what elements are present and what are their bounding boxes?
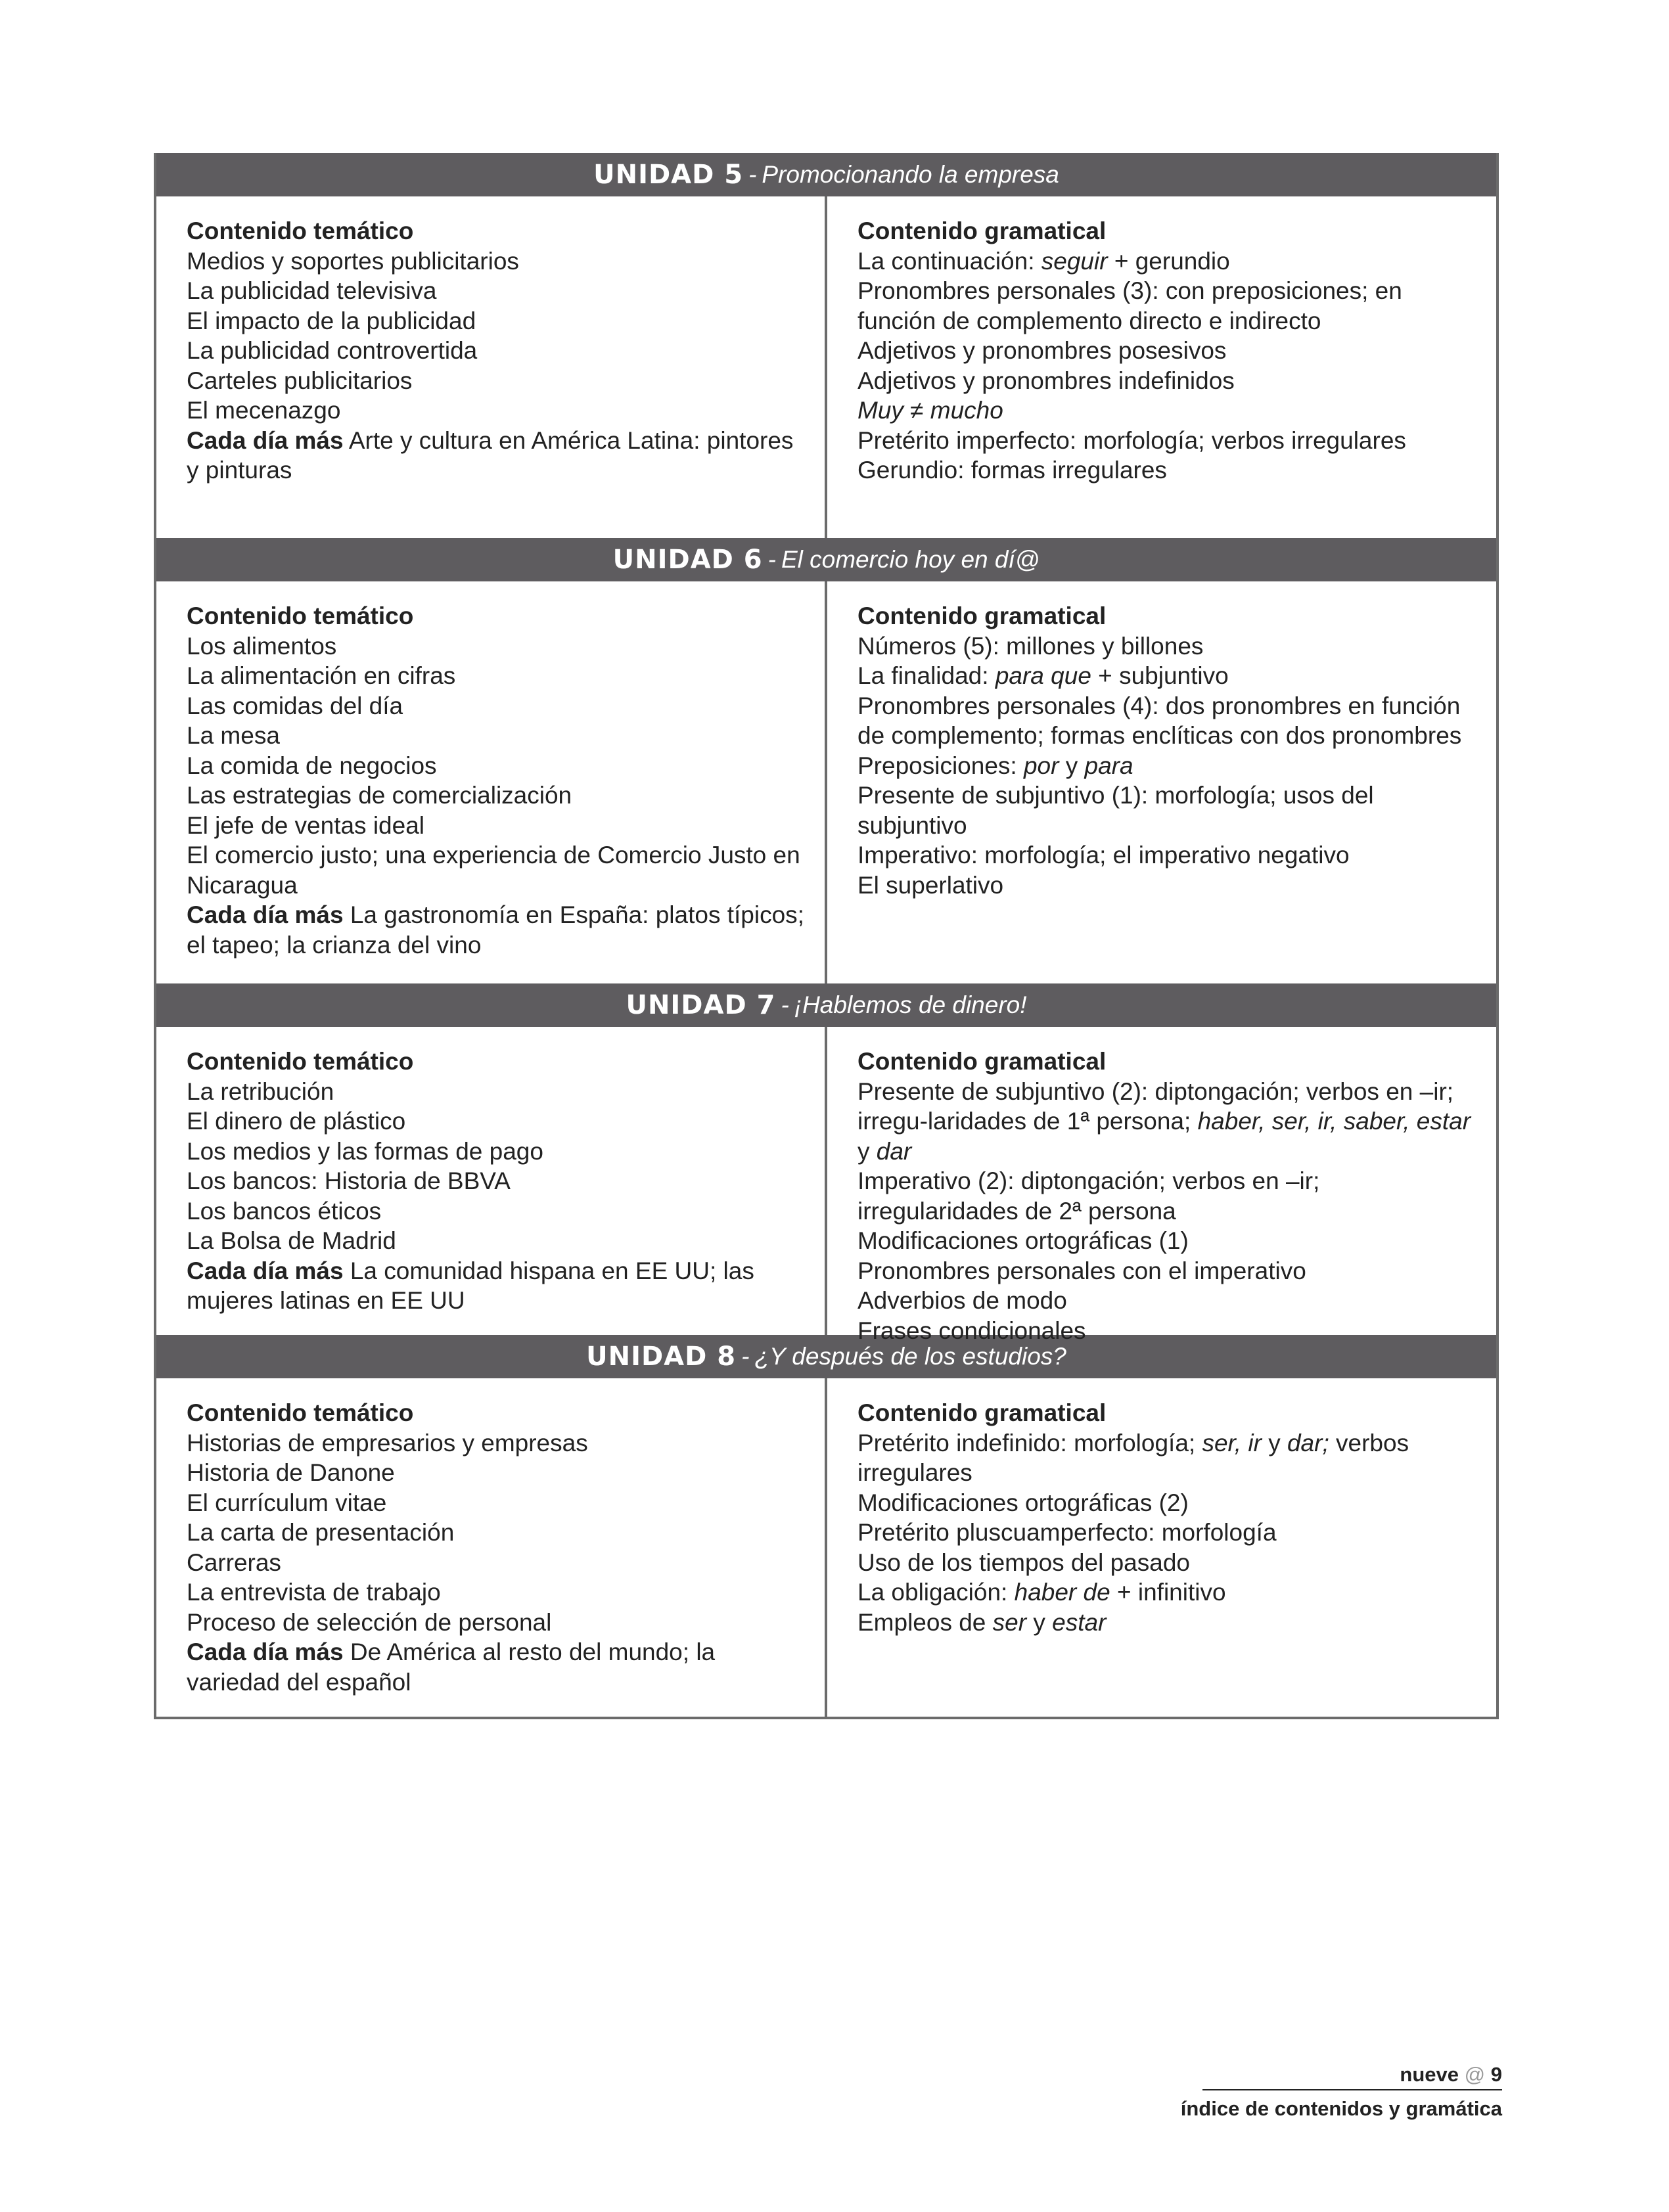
unit-header — [156, 983, 1496, 1027]
unit-subtitle: El comercio hoy en dí@ — [781, 546, 1040, 573]
grammar-item — [857, 426, 1483, 456]
topic-item: Carreras — [187, 1548, 281, 1576]
topic-item: La comida de negocios — [187, 752, 437, 779]
cada-dia-mas-text: La comunidad hispana en EE UU; las mujeres latinas en EE UU — [187, 1257, 754, 1314]
grammar-item — [857, 246, 1483, 277]
grammar-item-part: Pretérito pluscuamperfecto: morfología — [857, 1519, 1277, 1546]
topic-item: Proceso de selección de personal — [187, 1608, 552, 1636]
unit-header — [156, 153, 1496, 196]
page-footer — [1181, 2063, 1502, 2121]
grammar-item-part: para — [1084, 752, 1133, 779]
cada-dia-mas-item — [187, 1637, 812, 1697]
topic-item: Historia de Danone — [187, 1459, 395, 1486]
section-title: índice de contenidos y gramática — [1180, 2097, 1502, 2120]
grammar-item — [857, 366, 1483, 396]
topic-item: Carteles publicitarios — [187, 367, 413, 394]
grammar-item-part: y — [1261, 1429, 1287, 1456]
topic-item: Historias de empresarios y empresas — [187, 1429, 588, 1456]
topic-item: Medios y soportes publicitarios — [187, 247, 519, 275]
cada-dia-mas-label: Cada día más — [187, 901, 344, 928]
topic-item: La entrevista de trabajo — [187, 1579, 441, 1606]
column-heading: Contenido gramatical — [857, 217, 1107, 244]
grammar-item — [857, 780, 1483, 840]
unit-subtitle: ¡Hablemos de dinero! — [794, 991, 1027, 1018]
thematic-content — [156, 1027, 827, 1335]
at-symbol: @ — [1464, 2063, 1486, 2086]
grammar-item — [857, 1286, 1483, 1316]
topic-item: El jefe de ventas ideal — [187, 811, 425, 839]
page-number-line — [1202, 2063, 1502, 2090]
grammar-item-part: Gerundio: formas irregulares — [857, 457, 1167, 484]
topic-item: La mesa — [187, 722, 280, 749]
grammar-item-part: Empleos de — [857, 1608, 993, 1636]
topic-item: La retribución — [187, 1077, 334, 1105]
grammar-item-part: verbos irregulares — [857, 1429, 1409, 1486]
topic-item: Las comidas del día — [187, 692, 403, 719]
grammar-item-part: dar — [876, 1137, 912, 1165]
grammar-item — [857, 455, 1483, 485]
grammar-item-part: Pronombres personales (3): con preposiciones; en función de complemento directo e indirecto — [857, 277, 1402, 334]
grammar-item-part: ser, ir — [1202, 1429, 1262, 1456]
grammar-item-part: haber, ser, ir, saber, estar — [1197, 1108, 1471, 1135]
grammar-item-part: haber de — [1014, 1579, 1110, 1606]
grammar-item-part: Números (5): millones y billones — [857, 632, 1204, 660]
grammar-item-part: Adjetivos y pronombres indefinidos — [857, 367, 1235, 394]
separator: - — [741, 1343, 750, 1370]
grammar-item-part: Uso de los tiempos del pasado — [857, 1548, 1190, 1576]
cada-dia-mas-label: Cada día más — [187, 426, 344, 454]
unit-6 — [156, 538, 1496, 983]
grammar-item — [857, 336, 1483, 366]
cada-dia-mas-text: La gastronomía en España: platos típicos; el tapeo; la crianza del vino — [187, 901, 804, 959]
grammar-item — [857, 1428, 1483, 1488]
topic-item: Los bancos éticos — [187, 1197, 382, 1225]
grammar-content — [827, 196, 1496, 538]
topic-item: Los alimentos — [187, 632, 337, 660]
separator: - — [748, 161, 757, 188]
topic-item: Las estrategias de comercialización — [187, 782, 572, 809]
grammar-item — [857, 276, 1483, 336]
grammar-item-part: y — [1059, 752, 1085, 779]
topic-item: La publicidad controvertida — [187, 337, 478, 364]
grammar-item-part: Pronombres personales con el imperativo — [857, 1257, 1306, 1284]
grammar-item-part: Muy ≠ mucho — [857, 397, 1003, 424]
grammar-item-part: La continuación: — [857, 247, 1041, 275]
cada-dia-mas-label: Cada día más — [187, 1257, 344, 1284]
grammar-content — [827, 1378, 1496, 1717]
grammar-item-part: + gerundio — [1107, 247, 1230, 275]
column-heading: Contenido temático — [187, 602, 414, 629]
cada-dia-mas-text: Arte y cultura en América Latina: pintores y pinturas — [187, 426, 794, 484]
grammar-item — [857, 1166, 1483, 1226]
grammar-item — [857, 631, 1483, 662]
topic-item: El dinero de plástico — [187, 1108, 406, 1135]
grammar-content — [827, 581, 1496, 983]
cada-dia-mas-item — [187, 426, 812, 485]
grammar-item — [857, 1608, 1483, 1638]
cada-dia-mas-label: Cada día más — [187, 1638, 344, 1665]
grammar-item — [857, 1077, 1483, 1167]
column-heading: Contenido gramatical — [857, 1399, 1107, 1426]
column-heading: Contenido gramatical — [857, 602, 1107, 629]
grammar-item-part: Pronombres personales (4): dos pronombres en función de complemento; formas enclíticas con dos pronombres — [857, 692, 1462, 749]
grammar-item-part: para que — [995, 662, 1091, 689]
grammar-item-part: por — [1023, 752, 1059, 779]
grammar-item — [857, 395, 1483, 426]
grammar-item — [857, 661, 1483, 691]
grammar-item-part: El superlativo — [857, 871, 1004, 899]
grammar-item — [857, 1226, 1483, 1256]
page-number: 9 — [1490, 2063, 1502, 2086]
unit-number: UNIDAD 8 — [586, 1342, 737, 1372]
grammar-item — [857, 1488, 1483, 1518]
grammar-item-part: Imperativo (2): diptongación; verbos en –ir; irregularidades de 2ª persona — [857, 1167, 1320, 1225]
grammar-item-part: y — [1026, 1608, 1053, 1636]
grammar-item-part: Pretérito indefinido: morfología; — [857, 1429, 1202, 1456]
separator: - — [767, 546, 776, 573]
unit-subtitle: Promocionando la empresa — [762, 161, 1059, 188]
thematic-content — [156, 1378, 827, 1717]
topic-item: El comercio justo; una experiencia de Comercio Justo en Nicaragua — [187, 842, 800, 899]
cada-dia-mas-text: De América al resto del mundo; la variedad del español — [187, 1638, 716, 1696]
grammar-item — [857, 1577, 1483, 1608]
grammar-item — [857, 1316, 1483, 1346]
grammar-item-part: y — [857, 1137, 877, 1165]
grammar-item-part: Adverbios de modo — [857, 1287, 1067, 1314]
grammar-item-part: seguir — [1041, 247, 1108, 275]
grammar-item-part: Pretérito imperfecto: morfología; verbos irregulares — [857, 426, 1406, 454]
grammar-item-part: Modificaciones ortográficas (2) — [857, 1489, 1189, 1516]
grammar-item-part: Frases condicionales — [857, 1317, 1086, 1344]
topic-item: Los bancos: Historia de BBVA — [187, 1167, 511, 1194]
grammar-item-part: dar; — [1287, 1429, 1329, 1456]
column-heading: Contenido temático — [187, 1048, 414, 1075]
grammar-item-part: La finalidad: — [857, 662, 995, 689]
grammar-item-part: Adjetivos y pronombres posesivos — [857, 337, 1227, 364]
grammar-item-part: Preposiciones: — [857, 752, 1024, 779]
separator: - — [781, 991, 789, 1018]
grammar-item — [857, 1518, 1483, 1548]
topic-item: La publicidad televisiva — [187, 277, 437, 304]
topic-item: El impacto de la publicidad — [187, 307, 476, 334]
grammar-content — [827, 1027, 1496, 1344]
grammar-item — [857, 1548, 1483, 1578]
cada-dia-mas-item — [187, 1256, 812, 1316]
unit-number: UNIDAD 5 — [593, 160, 744, 190]
topic-item: La carta de presentación — [187, 1519, 455, 1546]
unit-subtitle: ¿Y después de los estudios? — [754, 1343, 1066, 1370]
grammar-item-part: + infinitivo — [1110, 1579, 1226, 1606]
cada-dia-mas-item — [187, 900, 812, 960]
page-word: nueve — [1400, 2063, 1459, 2086]
topic-item: Los medios y las formas de pago — [187, 1137, 543, 1165]
grammar-item-part: ser — [992, 1608, 1027, 1636]
unit-number: UNIDAD 7 — [626, 990, 776, 1020]
topic-item: La alimentación en cifras — [187, 662, 456, 689]
unit-5 — [156, 153, 1496, 538]
grammar-item-part: La obligación: — [857, 1579, 1015, 1606]
unit-8 — [156, 1335, 1496, 1717]
column-heading: Contenido gramatical — [857, 1048, 1107, 1075]
grammar-item-part: Modificaciones ortográficas (1) — [857, 1227, 1189, 1254]
grammar-item — [857, 691, 1483, 751]
grammar-item — [857, 751, 1483, 781]
unit-7 — [156, 983, 1496, 1344]
topic-item: El currículum vitae — [187, 1489, 387, 1516]
grammar-item-part: + subjuntivo — [1091, 662, 1229, 689]
unit-number: UNIDAD 6 — [612, 545, 763, 575]
grammar-item — [857, 1256, 1483, 1286]
thematic-content — [156, 196, 827, 538]
grammar-item-part: estar — [1052, 1608, 1107, 1636]
topic-item: La Bolsa de Madrid — [187, 1227, 396, 1254]
grammar-item-part: Presente de subjuntivo (1): morfología; usos del subjuntivo — [857, 782, 1374, 839]
column-heading: Contenido temático — [187, 217, 414, 244]
column-heading: Contenido temático — [187, 1399, 414, 1426]
thematic-content — [156, 581, 827, 983]
grammar-item-part: Imperativo: morfología; el imperativo negativo — [857, 842, 1350, 869]
unit-header — [156, 538, 1496, 581]
contents-table — [154, 153, 1499, 1719]
grammar-item — [857, 870, 1483, 901]
grammar-item-part: Presente de subjuntivo (2): diptongación; verbos en –ir; irregu-laridades de 1ª persona; — [857, 1077, 1454, 1135]
grammar-item — [857, 840, 1483, 870]
topic-item: El mecenazgo — [187, 397, 341, 424]
